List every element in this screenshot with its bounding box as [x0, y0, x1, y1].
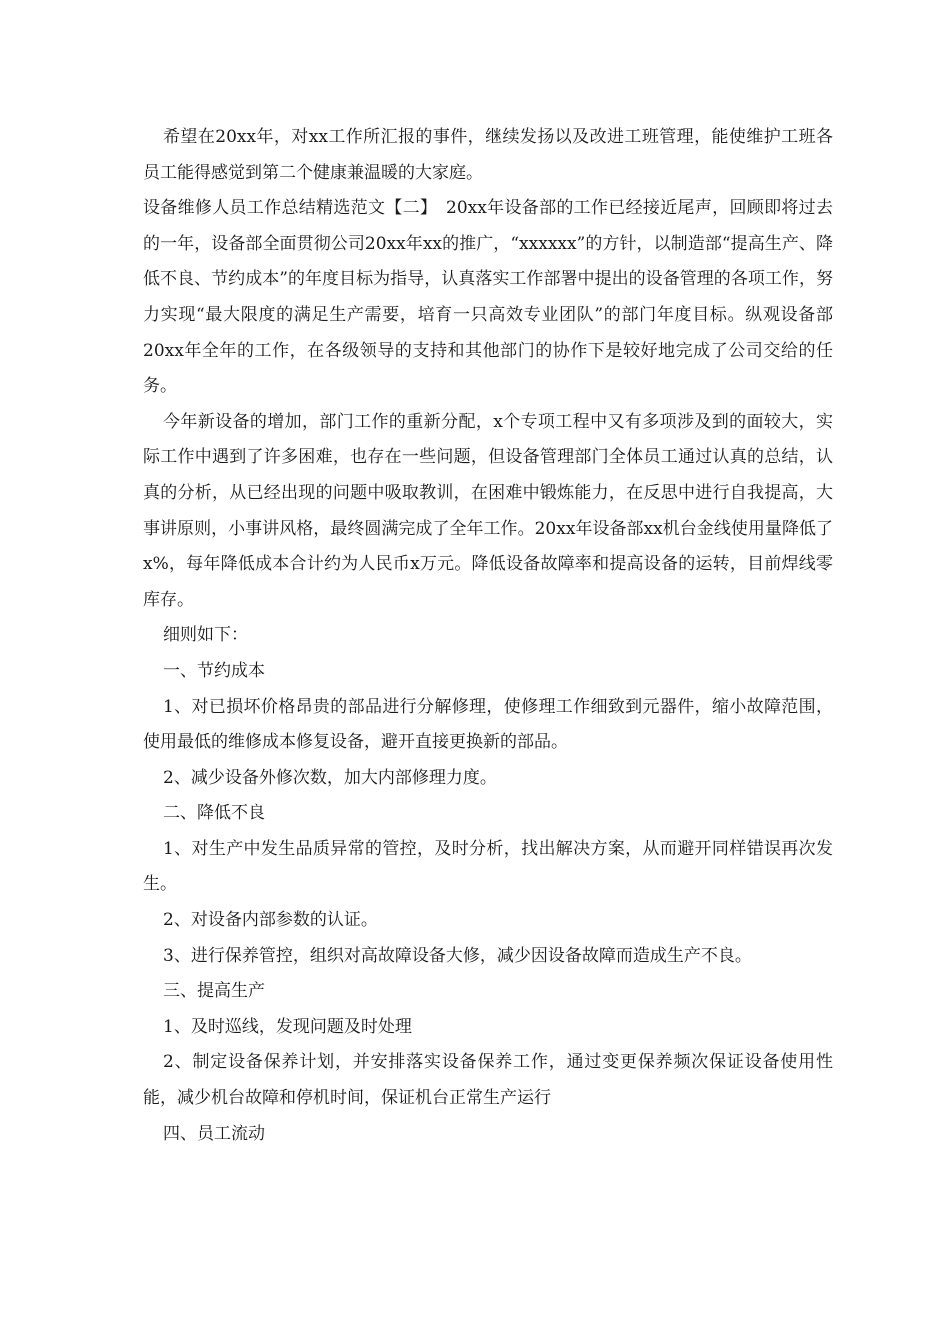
list-item-reduce-defects-3: 3、进行保养管控，组织对高故障设备大修，减少因设备故障而造成生产不良。	[163, 945, 752, 966]
list-item-reduce-defects-1: 1、对生产中发生品质异常的管控，及时分析，找出解决方案，从而避开同样错误再次发生。	[143, 838, 833, 895]
paragraph-article-two-intro: 设备维修人员工作总结精选范文【二】 20xx年设备部的工作已经接近尾声，回顾即将过去的一年，设备部全面贯彻公司20xx年xx的推广，“xxxxxx”的方针，以制造部“提高生产、降低不良、节约成本”的年度目标为指导，认真落实工作部署中提出的设备管理的各项工作，努力实现“最大限度的满足生产需要，培育一只高效专业团队”的部门年度目标。纵观设备部20xx年全年的工作，在各级领导的支持和其他部门的协作下是较好地完成了公司交给的任务。	[143, 198, 833, 397]
document-body	[143, 120, 833, 1152]
section-heading-improve-production: 三、提高生产	[163, 981, 265, 1002]
list-item-improve-production-2: 2、制定设备保养计划，并安排落实设备保养工作，通过变更保养频次保证设备使用性能，减少机台故障和停机时间，保证机台正常生产运行	[143, 1052, 833, 1109]
section-heading-save-cost: 一、节约成本	[163, 660, 265, 681]
list-item-improve-production-1: 1、及时巡线，发现问题及时处理	[163, 1016, 412, 1037]
list-item-save-cost-2: 2、减少设备外修次数，加大内部修理力度。	[163, 767, 497, 788]
section-heading-staff-turnover: 四、员工流动	[163, 1123, 265, 1144]
section-heading-reduce-defects: 二、降低不良	[163, 803, 265, 824]
paragraph-new-equipment: 今年新设备的增加，部门工作的重新分配，x个专项工程中又有多项涉及到的面较大，实际工作中遇到了许多困难，也存在一些问题，但设备管理部门全体员工通过认真的总结，认真的分析，从已经出现的问题中吸取教训，在困难中锻炼能力，在反思中进行自我提高，大事讲原则，小事讲风格，最终圆满完成了全年工作。20xx年设备部xx机台金线使用量降低了x%，每年降低成本合计约为人民币x万元。降低设备故障率和提高设备的运转，目前焊线零库存。	[143, 411, 833, 610]
paragraph-details-heading: 细则如下：	[163, 625, 248, 646]
paragraph-closing-wish: 希望在20xx年，对xx工作所汇报的事件，继续发扬以及改进工班管理，能使维护工班各员工能得感觉到第二个健康兼温暖的大家庭。	[143, 127, 833, 183]
list-item-reduce-defects-2: 2、对设备内部参数的认证。	[163, 910, 378, 931]
list-item-save-cost-1: 1、对已损坏价格昂贵的部品进行分解修理，使修理工作细致到元器件，缩小故障范围，使用最低的维修成本修复设备，避开直接更换新的部品。	[143, 696, 833, 753]
